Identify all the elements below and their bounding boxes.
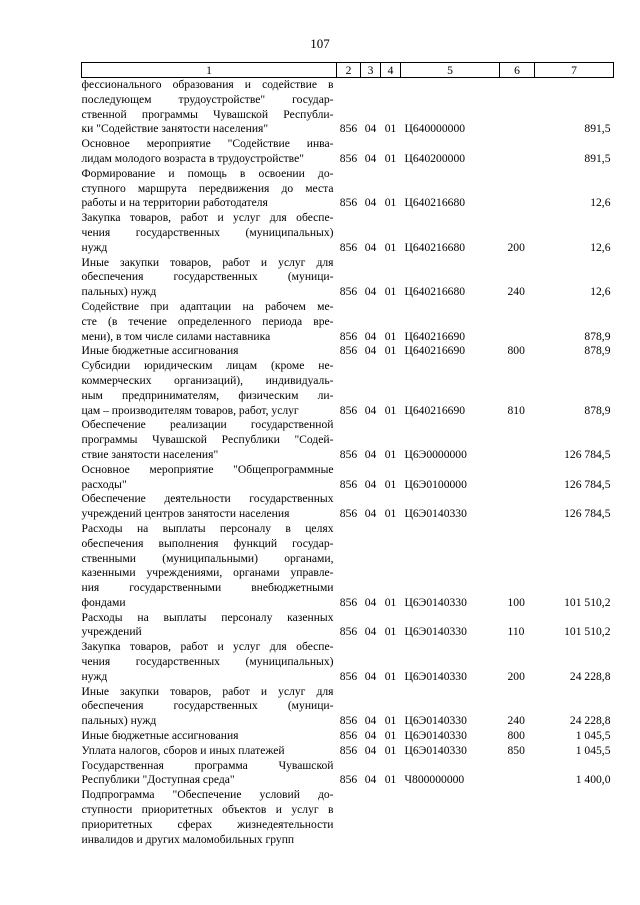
target-article-code: Ц6Э0000000 (404, 447, 467, 461)
description-line: цам – производителям товаров, работ, услуг (81, 403, 299, 417)
table-row (82, 759, 614, 789)
amount: 891,5 (584, 122, 611, 136)
target-article-code: Ц640216690 (404, 329, 466, 343)
expense-type-code (500, 78, 535, 138)
description-line: ки "Содействие занятости населения" (81, 122, 269, 136)
expense-type-code: 200 (507, 669, 525, 683)
section-code: 04 (364, 122, 377, 136)
target-article-code: Ц640216680 (404, 240, 466, 254)
description-line: Иные бюджетные ассигнования (81, 344, 239, 358)
expense-type-code (500, 418, 535, 462)
expense-type-code (500, 167, 535, 211)
description-line: Обеспечение реализации государственной (81, 418, 334, 432)
ministry-code: 856 (339, 714, 358, 728)
section-code: 04 (364, 595, 377, 609)
description-line: Республики "Доступная среда" (81, 773, 235, 787)
row-description (82, 685, 337, 729)
description-line: Субсидии юридическим лицам (кроме не- (81, 359, 334, 373)
expense-type-code: 100 (507, 595, 525, 609)
table-row (82, 640, 614, 684)
table-row (82, 418, 614, 462)
description-line: инвалидов и других маломобильных групп (81, 832, 295, 846)
row-description (82, 167, 337, 211)
section-code: 04 (364, 151, 377, 165)
ministry-code: 856 (339, 447, 358, 461)
subsection-code: 01 (384, 743, 397, 757)
row-description (82, 137, 337, 167)
description-line: чения государственных (муниципальных) (81, 655, 334, 669)
description-line: Иные закупки товаров, работ и услуг для (81, 255, 334, 269)
column-header: 2 (337, 63, 361, 78)
description-line: ступности приоритетных объектов и услуг в (81, 803, 334, 817)
amount: 101 510,2 (564, 625, 611, 639)
description-line: Расходы на выплаты персоналу в целях (81, 521, 334, 535)
table-row (82, 788, 614, 847)
ministry-code: 856 (339, 329, 358, 343)
row-description (82, 492, 337, 522)
section-code: 04 (364, 625, 377, 639)
expense-type-code (500, 300, 535, 344)
target-article-code (401, 788, 500, 847)
description-line: Расходы на выплаты персоналу казенных (81, 610, 334, 624)
ministry-code: 856 (339, 595, 358, 609)
section-code: 04 (364, 196, 377, 210)
expense-type-code: 200 (507, 240, 525, 254)
ministry-code: 856 (339, 240, 358, 254)
row-description (82, 640, 337, 684)
description-line: работы и на территории работодателя (81, 196, 268, 210)
expense-type-code: 800 (507, 729, 525, 743)
description-line: Формирование и помощь в освоении до- (81, 166, 334, 180)
table-row (82, 78, 614, 138)
target-article-code: Ц6Э0140330 (404, 625, 467, 639)
row-description (82, 211, 337, 255)
description-line: приоритетных сферах жизнедеятельности (81, 817, 334, 831)
expense-type-code (500, 759, 535, 789)
subsection-code: 01 (384, 714, 397, 728)
description-line: пальных) нужд (81, 714, 157, 728)
table-row (82, 522, 614, 611)
description-line: Основное мероприятие "Общепрограммные (81, 462, 334, 476)
ministry-code: 856 (339, 151, 358, 165)
row-description (82, 522, 337, 611)
target-article-code: Ц640200000 (404, 151, 466, 165)
target-article-code: Ц6Э0140330 (404, 743, 467, 757)
ministry-code: 856 (339, 773, 358, 787)
column-header: 7 (535, 63, 614, 78)
subsection-code: 01 (384, 477, 397, 491)
description-line: чения государственных (муниципальных) (81, 225, 334, 239)
table-row (82, 463, 614, 493)
target-article-code: Ц6Э0140330 (404, 507, 467, 521)
amount: 24 228,8 (569, 669, 611, 683)
amount: 126 784,5 (564, 447, 611, 461)
description-line: Закупка товаров, работ и услуг для обеспе- (81, 640, 334, 654)
description-line: Государственная программа Чувашской (81, 758, 334, 772)
section-code: 04 (364, 447, 377, 461)
target-article-code: Ч800000000 (404, 773, 465, 787)
section-code: 04 (364, 477, 377, 491)
subsection-code: 01 (384, 447, 397, 461)
row-description (82, 729, 337, 744)
amount: 12,6 (590, 240, 611, 254)
target-article-code: Ц6Э0100000 (404, 477, 467, 491)
expense-type-code: 240 (507, 714, 525, 728)
subsection-code: 01 (384, 669, 397, 683)
description-line: учреждений центров занятости населения (81, 507, 290, 521)
table-row (82, 729, 614, 744)
page-number: 107 (310, 36, 330, 51)
description-line: последующем трудоустройстве" государ- (81, 92, 334, 106)
description-line: Содействие при адаптации на рабочем ме- (81, 299, 334, 313)
target-article-code: Ц6Э0140330 (404, 669, 467, 683)
description-line: лидам молодого возраста в трудоустройстве" (81, 151, 304, 165)
table-row (82, 256, 614, 300)
row-description (82, 256, 337, 300)
table-row (82, 744, 614, 759)
description-line: Закупка товаров, работ и услуг для обеспе- (81, 211, 334, 225)
target-article-code: Ц6Э0140330 (404, 729, 467, 743)
amount (535, 788, 614, 847)
expense-type-code: 800 (507, 344, 525, 358)
ministry-code: 856 (339, 285, 358, 299)
row-description (82, 788, 337, 847)
row-description (82, 359, 337, 418)
amount: 126 784,5 (564, 477, 611, 491)
target-article-code: Ц640216690 (404, 403, 466, 417)
subsection-code: 01 (384, 403, 397, 417)
amount: 12,6 (590, 196, 611, 210)
row-description (82, 418, 337, 462)
description-line: пальных) нужд (81, 285, 157, 299)
table-row (82, 137, 614, 167)
ministry-code: 856 (339, 743, 358, 757)
amount: 878,9 (584, 344, 611, 358)
amount: 878,9 (584, 403, 611, 417)
row-description (82, 611, 337, 641)
column-header: 5 (401, 63, 500, 78)
target-article-code: Ц640216690 (404, 344, 466, 358)
description-line: обеспечения государственных (муници- (81, 270, 334, 284)
subsection-code (381, 788, 401, 847)
description-line: ступного маршрута передвижения до места (81, 181, 334, 195)
amount: 878,9 (584, 329, 611, 343)
table-row (82, 211, 614, 255)
ministry-code: 856 (339, 625, 358, 639)
subsection-code: 01 (384, 122, 397, 136)
amount: 12,6 (590, 285, 611, 299)
ministry-code: 856 (339, 669, 358, 683)
subsection-code: 01 (384, 329, 397, 343)
description-line: ния государственными внебюджетными (81, 581, 334, 595)
table-row (82, 300, 614, 344)
budget-table (81, 62, 614, 847)
expense-type-code (500, 137, 535, 167)
table-row (82, 492, 614, 522)
subsection-code: 01 (384, 240, 397, 254)
section-code: 04 (364, 507, 377, 521)
description-line: коммерческих организаций), индивидуаль- (81, 373, 334, 387)
section-code: 04 (364, 714, 377, 728)
row-description (82, 759, 337, 789)
table-row (82, 685, 614, 729)
amount: 126 784,5 (564, 507, 611, 521)
description-line: расходы" (81, 477, 127, 491)
subsection-code: 01 (384, 595, 397, 609)
subsection-code: 01 (384, 151, 397, 165)
section-code: 04 (364, 285, 377, 299)
amount: 101 510,2 (564, 595, 611, 609)
description-line: Иные бюджетные ассигнования (81, 729, 239, 743)
table-row (82, 344, 614, 359)
description-line: нужд (81, 240, 108, 254)
description-line: Уплата налогов, сборов и иных платежей (81, 743, 285, 757)
expense-type-code: 240 (507, 285, 525, 299)
row-description (82, 78, 337, 138)
section-code: 04 (364, 403, 377, 417)
description-line: обеспечения государственных (муници- (81, 699, 334, 713)
description-line: обеспечения выполнения функций государ- (81, 536, 334, 550)
table-row (82, 611, 614, 641)
amount: 1 400,0 (575, 773, 611, 787)
amount: 891,5 (584, 151, 611, 165)
amount: 1 045,5 (575, 743, 611, 757)
description-line: мени), в том числе силами наставника (81, 329, 271, 343)
ministry-code: 856 (339, 122, 358, 136)
description-line: ственной программы Чувашской Республи- (81, 107, 334, 121)
row-description (82, 463, 337, 493)
description-line: учреждений (81, 625, 142, 639)
description-line: Иные закупки товаров, работ и услуг для (81, 684, 334, 698)
description-line: ным предпринимателям, физическим ли- (81, 388, 334, 402)
subsection-code: 01 (384, 625, 397, 639)
ministry-code: 856 (339, 403, 358, 417)
description-line: фессионального образования и содействие в (81, 78, 334, 91)
section-code: 04 (364, 240, 377, 254)
expense-type-code (500, 463, 535, 493)
row-description (82, 344, 337, 359)
section-code: 04 (364, 773, 377, 787)
target-article-code: Ц640000000 (404, 122, 466, 136)
ministry-code: 856 (339, 507, 358, 521)
description-line: Обеспечение деятельности государственных (81, 492, 334, 506)
subsection-code: 01 (384, 773, 397, 787)
expense-type-code (500, 492, 535, 522)
expense-type-code (500, 788, 535, 847)
section-code: 04 (364, 669, 377, 683)
column-header: 6 (500, 63, 535, 78)
subsection-code: 01 (384, 729, 397, 743)
target-article-code: Ц640216680 (404, 285, 466, 299)
expense-type-code: 810 (507, 403, 525, 417)
subsection-code: 01 (384, 196, 397, 210)
ministry-code: 856 (339, 477, 358, 491)
column-header-row (82, 63, 614, 78)
target-article-code: Ц6Э0140330 (404, 714, 467, 728)
description-line: Подпрограмма "Обеспечение условий до- (81, 788, 334, 802)
expense-type-code: 110 (507, 625, 525, 639)
ministry-code: 856 (339, 729, 358, 743)
description-line: ственными (муниципальными) органами, (81, 551, 334, 565)
section-code: 04 (364, 729, 377, 743)
ministry-code (337, 788, 361, 847)
ministry-code: 856 (339, 344, 358, 358)
column-header: 1 (82, 63, 337, 78)
section-code: 04 (364, 329, 377, 343)
column-header: 3 (361, 63, 381, 78)
description-line: нужд (81, 669, 108, 683)
section-code: 04 (364, 344, 377, 358)
column-header: 4 (381, 63, 401, 78)
target-article-code: Ц640216680 (404, 196, 466, 210)
target-article-code: Ц6Э0140330 (404, 595, 467, 609)
row-description (82, 300, 337, 344)
section-code: 04 (364, 743, 377, 757)
description-line: программы Чувашской Республики "Содей- (81, 433, 334, 447)
section-code (361, 788, 381, 847)
description-line: ствие занятости населения" (81, 447, 219, 461)
ministry-code: 856 (339, 196, 358, 210)
table-body (82, 78, 614, 848)
expense-type-code: 850 (507, 743, 525, 757)
subsection-code: 01 (384, 507, 397, 521)
description-line: казенными учреждениями, органами управле- (81, 566, 334, 580)
table-row (82, 167, 614, 211)
description-line: сте (в течение определенного периода вре- (81, 314, 334, 328)
table-row (82, 359, 614, 418)
amount: 1 045,5 (575, 729, 611, 743)
row-description (82, 744, 337, 759)
subsection-code: 01 (384, 344, 397, 358)
amount: 24 228,8 (569, 714, 611, 728)
subsection-code: 01 (384, 285, 397, 299)
description-line: фондами (81, 595, 126, 609)
description-line: Основное мероприятие "Содействие инва- (81, 137, 334, 151)
